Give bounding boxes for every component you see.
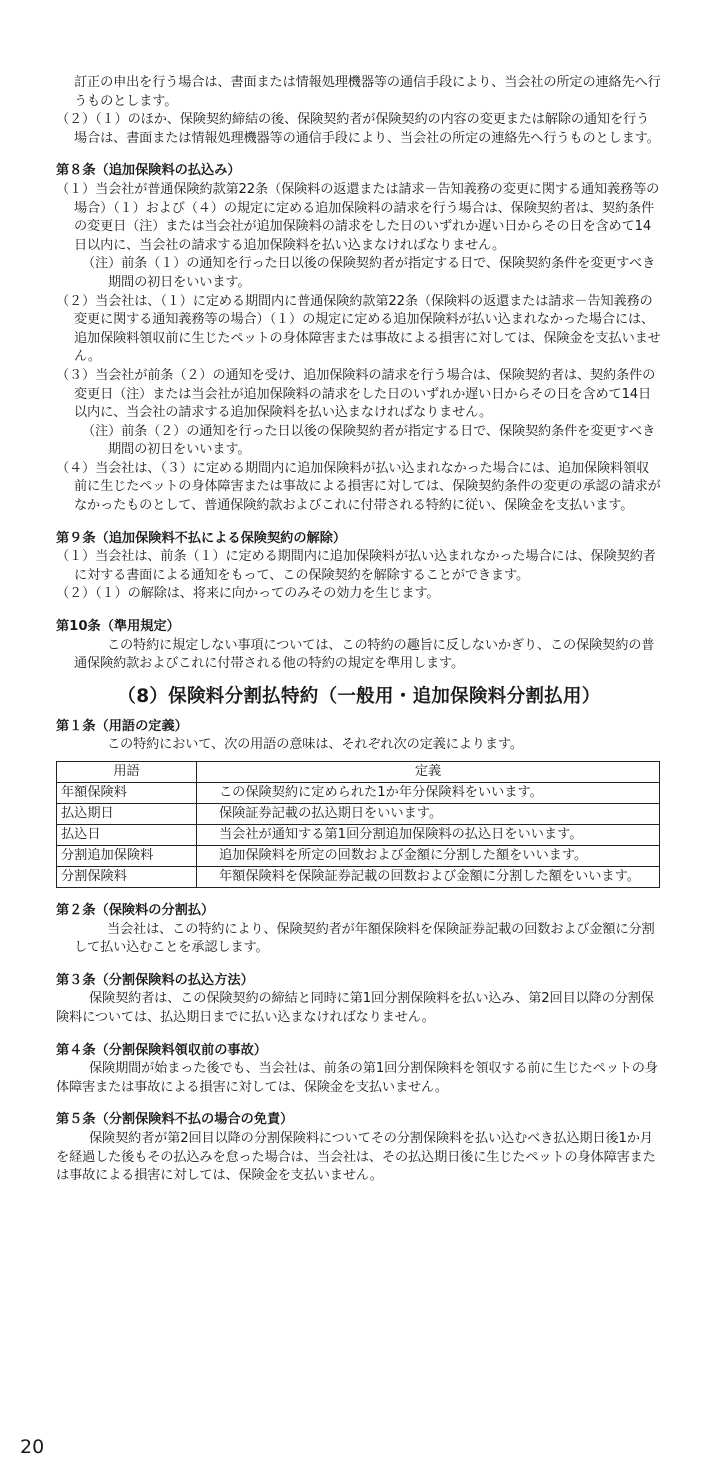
s-article-5-heading: 第５条（分割保険料不払の場合の免責） <box>56 1112 294 1128</box>
s-article-2-heading: 第２条（保険料の分割払） <box>56 903 215 918</box>
table-row <box>57 846 660 867</box>
table-row <box>57 783 660 804</box>
definitions-table-header-row <box>57 762 660 783</box>
table-cell-definition: 当会社が通知する第1回分割追加保険料の払込日をいいます。 <box>197 825 660 846</box>
continued-paragraph-1: 訂正の申出を行う場合は、書面または情報処理機器等の通信手段により、当会社の所定の連絡先へ行うものとします。 <box>74 75 661 109</box>
table-cell-term: 分割追加保険料 <box>57 846 197 867</box>
s-article-4-heading: 第４条（分割保険料領収前の事故） <box>56 1042 267 1058</box>
article-8-clause-3: （３）当会社が前条（２）の通知を受け、追加保険料の請求を行う場合は、保険契約者は、契約条件の変更日（注）または当会社が追加保険料の請求をした日のいずれか遅い日からその日を含めて14日以内に、当会社の請求する追加保険料を払い込まなければなりません。 <box>56 367 656 421</box>
s-article-2-body: 当会社は、この特約により、保険契約者が年額保険料を保険証券記載の回数および金額に分割して払い込むことを承認します。 <box>74 921 655 956</box>
table-row <box>57 825 660 846</box>
s-article-3-body: 保険契約者は、この保険契約の締結と同時に第1回分割保険料を払い込み、第2回目以降の分割保険料については、払込期日までに払い込まなければなりません。 <box>56 991 654 1025</box>
article-8-note-1: （注）前条（１）の通知を行った日以後の保険契約者が指定する日で、保険契約条件を変更すべき期間の初日をいいます。 <box>82 256 656 290</box>
article-10-heading: 第10条（準用規定） <box>56 619 180 635</box>
s-article-1-intro: この特約において、次の用語の意味は、それぞれ次の定義によります。 <box>107 737 523 753</box>
table-cell-term: 払込期日 <box>57 804 197 825</box>
article-8-clause-2: （２）当会社は、（１）に定める期間内に普通保険約款第22条（保険料の返還または請求－告知義務の変更に関する通知義務等の場合）（１）の規定に定める追加保険料が払い込まれなかった場合には、追加保険料領収前に生じたペットの身体障害または事故による損害に対しては、保険金を支払いません。 <box>56 293 661 365</box>
s-article-5-body: 保険契約者が第2回目以降の分割保険料についてその分割保険料を払い込むべき払込期日後1か月を経過した後もその払込みを怠った場合は、当会社は、その払込期日後に生じたペットの身体障害または事故による損害に対しては、保険金を支払いません。 <box>56 1130 656 1184</box>
definitions-table <box>56 761 660 888</box>
s-article-4-body: 保険期間が始まった後でも、当会社は、前条の第1回分割保険料を領収する前に生じたペットの身体障害または事故による損害に対しては、保険金を支払いません。 <box>56 1061 658 1095</box>
article-9-clause-1: （１）当会社は、前条（１）に定める期間内に追加保険料が払い込まれなかった場合には、保険契約者に対する書面による通知をもって、この保険契約を解除することができます。 <box>56 549 656 583</box>
s-article-1-heading: 第１条（用語の定義） <box>56 718 188 734</box>
table-header-definition: 定義 <box>197 762 660 783</box>
s-article-3-heading: 第３条（分割保険料の払込方法） <box>56 972 254 988</box>
table-cell-term: 分割保険料 <box>57 867 197 888</box>
table-cell-definition: この保険契約に定められた1か年分保険料をいいます。 <box>197 783 660 804</box>
article-9-heading: 第９条（追加保険料不払による保険契約の解除） <box>56 530 347 546</box>
document-page <box>56 74 662 1186</box>
table-cell-definition: 保険証券記載の払込期日をいいます。 <box>197 804 660 825</box>
table-cell-definition: 年額保険料を保険証券記載の回数および金額に分割した額をいいます。 <box>197 867 660 888</box>
table-cell-term: 払込日 <box>57 825 197 846</box>
table-row <box>57 804 660 825</box>
table-header-term: 用語 <box>57 762 197 783</box>
table-cell-term: 年額保険料 <box>57 783 197 804</box>
table-cell-definition: 追加保険料を所定の回数および金額に分割した額をいいます。 <box>197 846 660 867</box>
section-title: （8）保険料分割払特約（一般用・追加保険料分割払用） <box>117 685 601 707</box>
article-8-heading: 第８条（追加保険料の払込み） <box>56 163 241 179</box>
continued-paragraph-2: （２）（１）のほか、保険契約締結の後、保険契約者が保険契約の内容の変更または解除の通知を行う場合は、書面または情報処理機器等の通信手段により、当会社の所定の連絡先へ行うものとします。 <box>56 112 660 146</box>
article-8-clause-1: （１）当会社が普通保険約款第22条（保険料の返還または請求－告知義務の変更に関する通知義務等の場合）（１）および（４）の規定に定める追加保険料の請求を行う場合は、保険契約者は、契約条件の変更日（注）または当会社が追加保険料の請求をした日のいずれか遅い日からその日を含めて14日以内に、当会社の請求する追加保険料を払い込まなければなりません。 <box>56 181 660 253</box>
article-9-clause-2: （２）（１）の解除は、将来に向かってのみその効力を生じます。 <box>56 586 440 602</box>
page-number: 20 <box>20 1436 45 1458</box>
article-8-clause-4: （４）当会社は、（３）に定める期間内に追加保険料が払い込まれなかった場合には、追加保険料領収前に生じたペットの身体障害または事故による損害に対しては、保険契約条件の変更の承認の請求がなかったものとして、普通保険約款およびこれに付帯される特約に従い、保険金を支払います。 <box>56 460 661 514</box>
article-10-body: この特約に規定しない事項については、この特約の趣旨に反しないかぎり、この保険契約の普通保険約款およびこれに付帯される他の特約の規定を準用します。 <box>74 637 655 672</box>
article-8-note-3: （注）前条（２）の通知を行った日以後の保険契約者が指定する日で、保険契約条件を変更すべき期間の初日をいいます。 <box>82 423 656 458</box>
table-row <box>57 867 660 888</box>
